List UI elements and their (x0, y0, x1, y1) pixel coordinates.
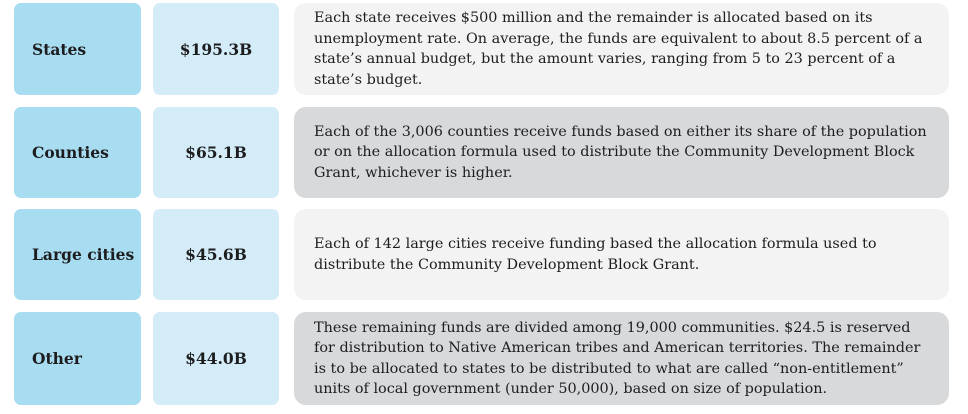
description-cell (294, 209, 949, 300)
amount-cell (153, 209, 279, 300)
amount-value: $195.3B (179, 39, 253, 59)
table-row (0, 312, 968, 405)
recipient-label: Counties (32, 143, 109, 162)
description-cell (294, 107, 949, 198)
recipient-label-cell (14, 312, 141, 405)
amount-cell (153, 3, 279, 95)
amount-value: $65.1B (185, 143, 247, 162)
amount-cell (153, 107, 279, 198)
description-cell (294, 312, 949, 405)
amount-value: $45.6B (185, 245, 247, 264)
amount-cell (153, 312, 279, 405)
recipient-label-cell (14, 3, 141, 95)
recipient-label-cell (14, 107, 141, 198)
recipient-label: Other (32, 349, 82, 368)
recipient-label: States (32, 39, 87, 59)
table-row (0, 3, 968, 95)
recipient-label-cell (14, 209, 141, 300)
description-text: These remaining funds are divided among 19,000 communities. $24.5 is reserved for distribution to Native American tribes and American territories. The remainder is to be allocated to states to be distributed to what are called “non-entitlement” units of local government (under 50,000), based on size of population. (314, 319, 921, 397)
table-row (0, 209, 968, 300)
amount-value: $44.0B (185, 349, 247, 368)
description-cell (294, 3, 949, 95)
recipient-label: Large cities (32, 245, 135, 264)
description-text: Each of 142 large cities receive funding based the allocation formula used to distribute the Community Development Block Grant. (314, 236, 877, 273)
description-text: Each state receives $500 million and the remainder is allocated based on its unemployment rate. On average, the funds are equivalent to about 8.5 percent of a state’s annual budget, but the amount varies, ranging from 5 to 23 percent of a state’s budget. (314, 10, 923, 88)
description-text: Each of the 3,006 counties receive funds based on either its share of the population or on the allocation formula used to distribute the Community Development Block Grant, whichever is higher. (314, 123, 927, 181)
table-row (0, 107, 968, 198)
